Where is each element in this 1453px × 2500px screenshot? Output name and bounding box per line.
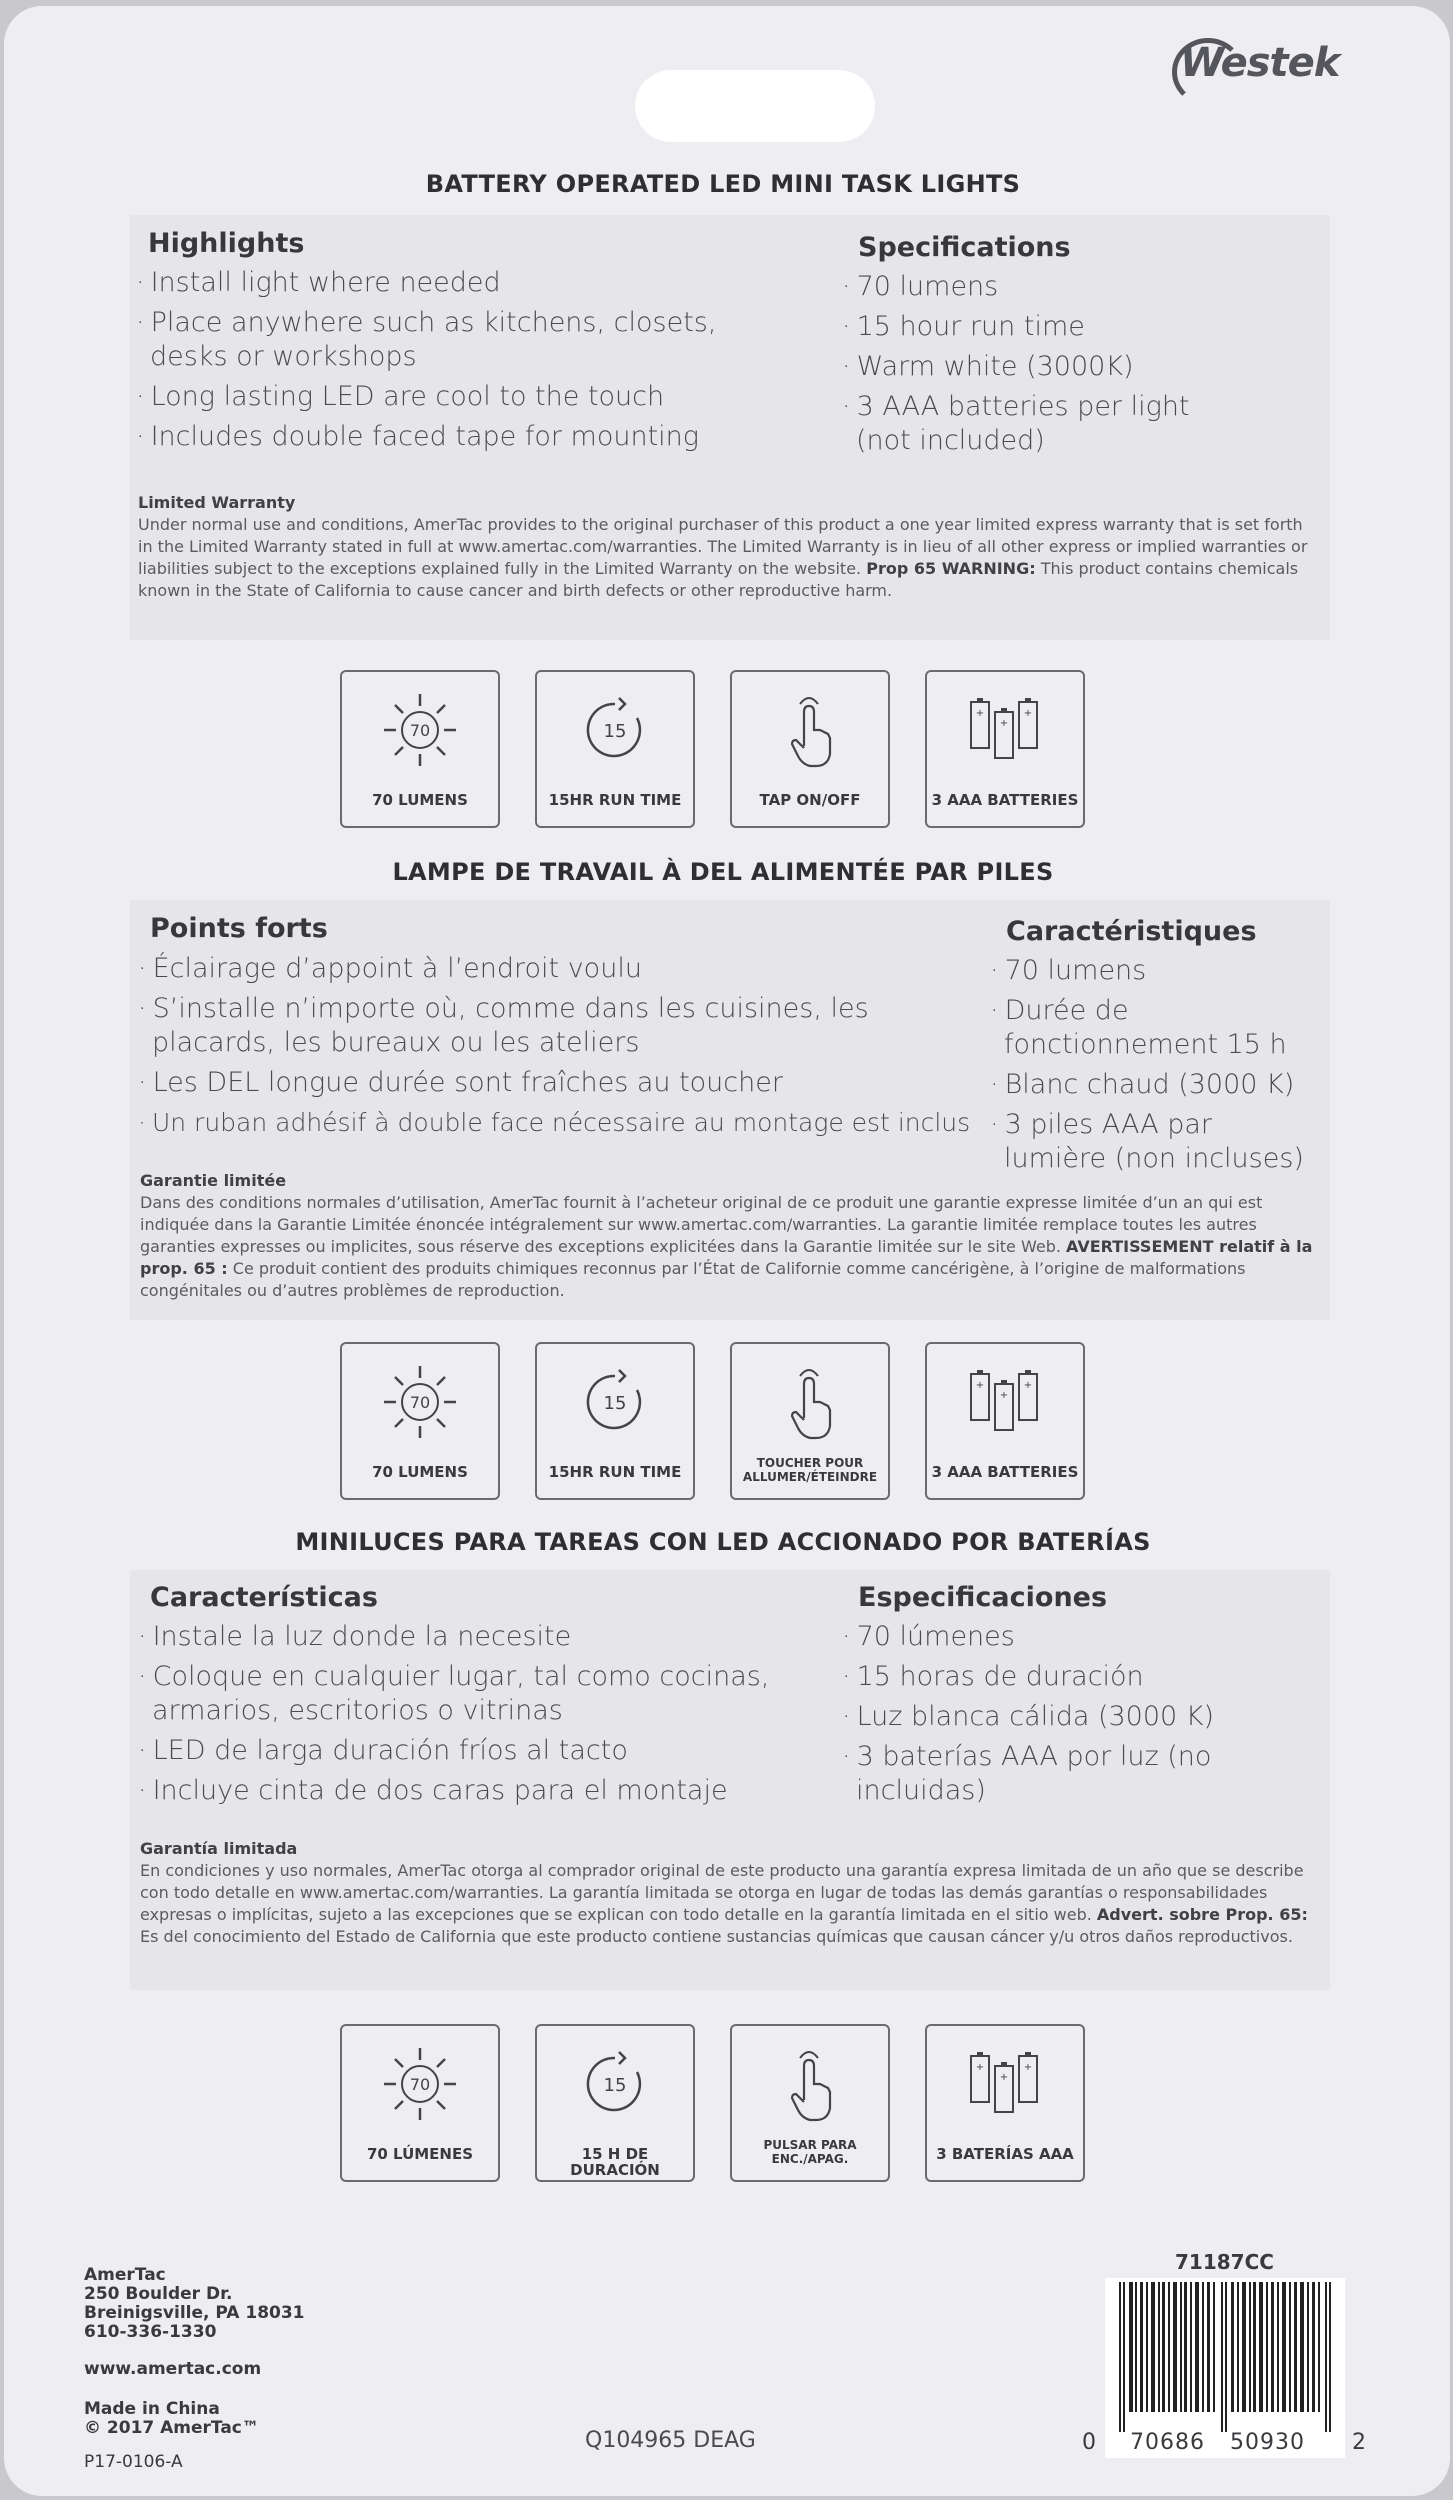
tap-icon-box	[730, 2024, 890, 2182]
list-item: · 3 baterías AAA por luz (no incluidas)	[842, 1741, 1212, 1806]
list-item: · Incluye cinta de dos caras para el montaje	[138, 1775, 728, 1806]
lumens-icon-box	[340, 1342, 500, 1500]
runtime-icon-box	[535, 1342, 695, 1500]
svg-text:+: +	[975, 2062, 985, 2073]
batteries-icon-box	[925, 1342, 1085, 1500]
sun-icon	[380, 690, 460, 770]
prop65-text: Es del conocimiento del Estado de California que este producto contiene sustancias químicas que causan cáncer y/u otros daños reproductivos.	[140, 1927, 1293, 1946]
brand-logo: Westek	[1180, 40, 1340, 86]
prop65-label: Prop 65 WARNING:	[866, 559, 1036, 578]
list-item: · Les DEL longue durée sont fraîches au toucher	[138, 1067, 783, 1098]
city-address: Breinigsville, PA 18031	[84, 2303, 305, 2323]
hang-hole	[635, 70, 875, 142]
list-item: · 70 lumens	[842, 271, 999, 302]
timer-icon	[575, 2044, 655, 2124]
phone-number: 610-336-1330	[84, 2322, 217, 2342]
batteries-icon	[965, 1362, 1045, 1442]
list-item: · LED de larga duración fríos al tacto	[138, 1735, 628, 1766]
list-item: · 3 piles AAA par lumière (non incluses)	[990, 1109, 1304, 1174]
runtime-icon-box	[535, 2024, 695, 2182]
warranty-title: Garantie limitée	[140, 1171, 287, 1190]
origin-info	[84, 2400, 259, 2438]
english-highlights-heading: Highlights	[148, 228, 305, 259]
list-item: · 3 AAA batteries per light (not included)	[842, 391, 1190, 456]
english-highlights-list	[136, 266, 796, 460]
svg-text:+: +	[999, 718, 1009, 729]
svg-text:+: +	[1023, 1380, 1033, 1391]
barcode-bars	[1115, 2282, 1335, 2432]
spanish-highlights-list	[138, 1620, 818, 1814]
batteries-icon	[965, 2044, 1045, 2124]
list-item: · Includes double faced tape for mounting	[136, 421, 699, 452]
list-item: · Install light where needed	[136, 267, 501, 298]
sun-icon	[380, 2044, 460, 2124]
timer-icon	[575, 690, 655, 770]
spanish-title: MINILUCES PARA TAREAS CON LED ACCIONADO POR BATERÍAS	[295, 1528, 1151, 1556]
hours-number: 15	[603, 2075, 627, 2096]
warranty-text: En condiciones y uso normales, AmerTac otorga al comprador original de este producto una garantía expresa limitada de un año que se describe con todo detalle en www.amertac.com/warranties. La garantía limitada se otorga en lugar de todas las demás garantías o responsabilidades expresas o implícitas, sujeto a las excepciones que se explican con todo detalle en la garantía limitada en el sitio web.	[140, 1861, 1304, 1924]
upc-digit-left: 0	[1082, 2430, 1097, 2455]
prop65-text: This product contains chemicals known in the State of California to cause cancer and birth defects or other reproductive harm.	[138, 559, 1299, 600]
svg-text:+: +	[999, 1390, 1009, 1401]
icon-label: PULSAR PARA ENC./APAG.	[763, 2138, 857, 2166]
part-code: P17-0106-A	[84, 2452, 183, 2472]
list-item: · Un ruban adhésif à double face nécessaire au montage est inclus	[138, 1108, 971, 1137]
list-item: · Instale la luz donde la necesite	[138, 1621, 572, 1652]
list-item: · 15 horas de duración	[842, 1661, 1144, 1692]
svg-text:+: +	[1023, 708, 1033, 719]
lumens-number: 70	[409, 2075, 431, 2094]
svg-text:+: +	[975, 1380, 985, 1391]
english-warranty	[138, 492, 1313, 602]
warranty-title: Garantía limitada	[140, 1839, 298, 1858]
french-highlights-list	[138, 952, 978, 1146]
company-address	[84, 2266, 305, 2342]
icon-label: 3 AAA BATTERIES	[931, 1463, 1079, 1481]
copyright: © 2017 AmerTac™	[84, 2418, 259, 2438]
prop65-text: Ce produit contient des produits chimiques reconnus par l’État de Californie comme cancérigène, à l’origine de malformations congénitales ou d’autres problèmes de reproduction.	[140, 1259, 1246, 1300]
english-title: BATTERY OPERATED LED MINI TASK LIGHTS	[425, 170, 1021, 198]
company-name: AmerTac	[84, 2265, 166, 2285]
batteries-icon	[965, 690, 1045, 770]
tap-icon-box	[730, 670, 890, 828]
list-item: · Durée de fonctionnement 15 h	[990, 995, 1287, 1060]
french-title: LAMPE DE TRAVAIL À DEL ALIMENTÉE PAR PILES	[392, 858, 1054, 886]
svg-text:+: +	[1023, 2062, 1033, 2073]
icon-label: TOUCHER POUR ALLUMER/ÉTEINDRE	[742, 1456, 878, 1484]
spanish-warranty	[140, 1838, 1315, 1948]
list-item: · Éclairage d’appoint à l’endroit voulu	[138, 953, 642, 984]
made-in: Made in China	[84, 2399, 220, 2419]
batteries-icon-box	[925, 670, 1085, 828]
svg-text:+: +	[999, 2072, 1009, 2083]
street-address: 250 Boulder Dr.	[84, 2284, 233, 2304]
icon-label: 3 BATERÍAS AAA	[936, 2145, 1074, 2163]
icon-label: 70 LUMENS	[372, 1463, 468, 1481]
upc-digits-group1: 70686	[1130, 2430, 1205, 2455]
upc-digits-group2: 50930	[1230, 2430, 1305, 2455]
spanish-specs-heading: Especificaciones	[858, 1582, 1108, 1613]
finger-tap-icon	[770, 690, 850, 770]
list-item: · Long lasting LED are cool to the touch	[136, 381, 665, 412]
list-item: · Place anywhere such as kitchens, closets, desks or workshops	[136, 307, 717, 372]
finger-tap-icon	[770, 2044, 850, 2124]
list-item: · Luz blanca cálida (3000 K)	[842, 1701, 1215, 1732]
hours-number: 15	[603, 1393, 627, 1414]
list-item: · 70 lúmenes	[842, 1621, 1015, 1652]
batteries-icon-box	[925, 2024, 1085, 2182]
list-item: · 15 hour run time	[842, 311, 1085, 342]
lot-code: Q104965 DEAG	[585, 2428, 756, 2453]
prop65-label: Advert. sobre Prop. 65:	[1096, 1905, 1308, 1924]
runtime-icon-box	[535, 670, 695, 828]
tap-icon-box	[730, 1342, 890, 1500]
spanish-highlights-heading: Características	[150, 1582, 378, 1613]
hours-number: 15	[603, 721, 627, 742]
lumens-number: 70	[409, 1393, 431, 1412]
french-specs-list	[990, 954, 1320, 1182]
warranty-text: Dans des conditions normales d’utilisation, AmerTac fournit à l’acheteur original de ce produit une garantie expresse limitée d’un an qui est indiquée dans la Garantie Limitée énoncée intégralement sur www.amertac.com/warranties. La garantie limitée remplace toutes les autres garanties expresses ou implicites, sous réserve des exceptions explicitées dans la Garantie limitée sur le site Web.	[140, 1193, 1263, 1256]
icon-label: TAP ON/OFF	[759, 791, 861, 809]
english-specs-list	[842, 270, 1222, 464]
icon-label: 15HR RUN TIME	[548, 791, 682, 809]
spanish-specs-list	[842, 1620, 1242, 1814]
icon-label: 15 H DE DURACIÓN	[570, 2145, 660, 2179]
sun-icon	[380, 1362, 460, 1442]
website: www.amertac.com	[84, 2359, 262, 2379]
icon-label: 70 LUMENS	[372, 791, 468, 809]
svg-text:+: +	[975, 708, 985, 719]
english-specs-heading: Specifications	[858, 232, 1071, 263]
list-item: · S’installe n’importe où, comme dans les cuisines, les placards, les bureaux ou les ateliers	[138, 993, 869, 1058]
prop65-label: AVERTISSEMENT relatif à la prop. 65 :	[140, 1237, 1313, 1278]
french-specs-heading: Caractéristiques	[1006, 916, 1257, 947]
lumens-number: 70	[409, 721, 431, 740]
list-item: · 70 lumens	[990, 955, 1147, 986]
icon-label: 15HR RUN TIME	[548, 1463, 682, 1481]
lumens-icon-box	[340, 670, 500, 828]
list-item: · Coloque en cualquier lugar, tal como cocinas, armarios, escritorios o vitrinas	[138, 1661, 770, 1726]
french-warranty	[140, 1170, 1315, 1302]
icon-label: 3 AAA BATTERIES	[931, 791, 1079, 809]
sku-code: 71187CC	[1175, 2250, 1274, 2274]
finger-tap-icon	[770, 1362, 850, 1442]
upc-digit-right: 2	[1352, 2430, 1367, 2455]
warranty-text: Under normal use and conditions, AmerTac provides to the original purchaser of this product a one year limited express warranty that is set forth in the Limited Warranty stated in full at www.amertac.com/warranties. The Limited Warranty is in lieu of all other express or implied warranties or liabilities subject to the exceptions explained fully in the Limited Warranty on the website.	[138, 515, 1308, 578]
french-highlights-heading: Points forts	[150, 913, 328, 944]
warranty-title: Limited Warranty	[138, 493, 296, 512]
timer-icon	[575, 1362, 655, 1442]
list-item: · Warm white (3000K)	[842, 351, 1134, 382]
lumens-icon-box	[340, 2024, 500, 2182]
list-item: · Blanc chaud (3000 K)	[990, 1069, 1295, 1100]
icon-label: 70 LÚMENES	[366, 2145, 474, 2163]
